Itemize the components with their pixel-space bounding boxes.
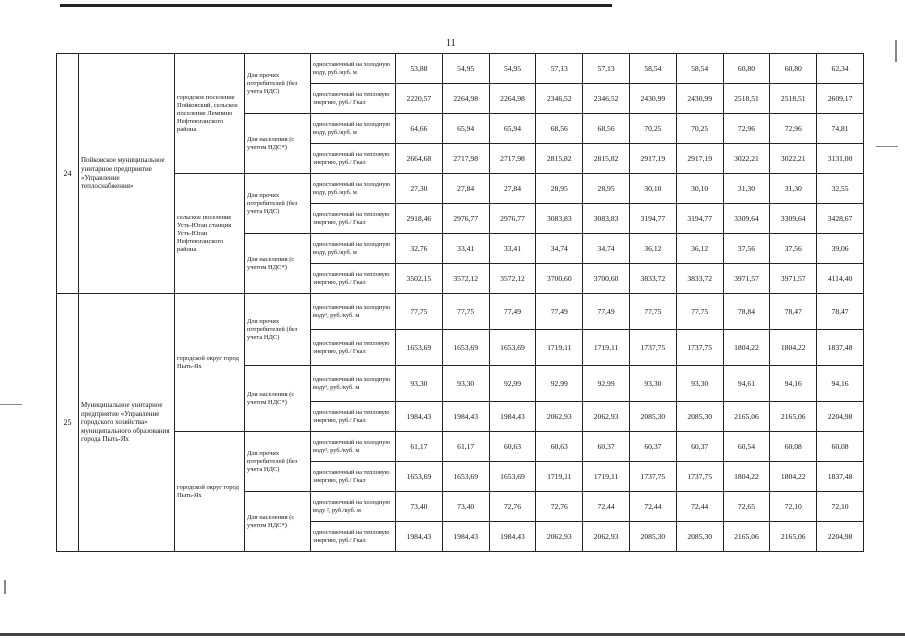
service-type: одноставочный на тепловую энергию, руб./ Гкал [311,84,396,114]
tariff-value: 3131,00 [817,144,864,174]
consumer-category: Для прочих потребителей (без учета НДС) [245,54,311,114]
tariff-value: 2085,30 [629,402,676,432]
consumer-category: Для прочих потребителей (без учета НДС) [245,294,311,366]
tariff-value: 3022,21 [770,144,817,174]
tariff-value: 1737,75 [676,330,723,366]
tariff-value: 2204,98 [817,402,864,432]
tariff-value: 2220,57 [396,84,443,114]
service-type: одноставочный на тепловую энергию, руб./ Гкал [311,330,396,366]
tariff-value: 92,99 [536,366,583,402]
tariff-value: 2518,51 [723,84,770,114]
tariff-value: 92,99 [489,366,536,402]
tariff-value: 73,40 [396,492,443,522]
territory-name: городское поселение Пойковский, сельское поселение Лемпино Нефтеюганского района [175,54,245,174]
tariff-value: 2430,99 [676,84,723,114]
tariff-value: 4114,40 [817,264,864,294]
tariff-value: 3971,57 [770,264,817,294]
tariff-value: 2717,98 [489,144,536,174]
table-row [57,294,864,330]
tariff-value: 93,30 [629,366,676,402]
tariff-value: 33,41 [442,234,489,264]
tariff-value: 61,17 [442,432,489,462]
tariff-value: 2346,52 [536,84,583,114]
tariff-value: 3194,77 [676,204,723,234]
tariff-value: 73,40 [442,492,489,522]
tariff-value: 27,84 [442,174,489,204]
tariff-value: 37,56 [770,234,817,264]
tariff-value: 94,61 [723,366,770,402]
tariff-value: 2717,98 [442,144,489,174]
territory-name: городской округ город Пыть-Ях [175,432,245,552]
tariff-value: 1837,48 [817,330,864,366]
tariff-value: 2976,77 [442,204,489,234]
page-number: 11 [446,38,456,49]
tariff-value: 57,13 [536,54,583,84]
tariff-value: 72,96 [770,114,817,144]
service-type: одноставочный на тепловую энергию, руб./ Гкал [311,402,396,432]
tariff-value: 62,34 [817,54,864,84]
territory-name: сельское поселение Усть-Юган станция Усть-Юган Нефтеюганского района [175,174,245,294]
tariff-value: 2085,30 [676,402,723,432]
tariff-value: 1737,75 [629,330,676,366]
tariff-value: 2346,52 [583,84,630,114]
tariff-value: 77,49 [536,294,583,330]
tariff-value: 27,84 [489,174,536,204]
tariff-value: 60,80 [770,54,817,84]
tariff-value: 2165,06 [770,402,817,432]
scan-edge-mark [4,580,6,594]
table-row [57,174,864,204]
tariff-value: 1984,43 [489,402,536,432]
tariff-value: 72,10 [817,492,864,522]
tariff-value: 2264,98 [442,84,489,114]
tariff-value: 65,94 [442,114,489,144]
tariff-value: 1804,22 [770,330,817,366]
tariff-value: 34,74 [536,234,583,264]
tariff-value: 57,13 [583,54,630,84]
tariff-value: 1653,69 [396,330,443,366]
tariff-value: 2976,77 [489,204,536,234]
tariff-value: 92,99 [583,366,630,402]
tariff-table [56,53,864,552]
tariff-value: 2430,99 [629,84,676,114]
tariff-value: 2518,51 [770,84,817,114]
tariff-value: 60,37 [676,432,723,462]
tariff-value: 33,41 [489,234,536,264]
table-row [57,54,864,84]
row-number: 25 [57,294,79,552]
tariff-value: 2917,19 [676,144,723,174]
service-type: одноставочный на холодную воду¹, руб./куб. м [311,366,396,402]
bottom-border-line [0,633,905,636]
tariff-value: 60,63 [489,432,536,462]
tariff-value: 1653,69 [442,462,489,492]
tariff-value: 58,54 [676,54,723,84]
tariff-value: 94,16 [770,366,817,402]
tariff-value: 2609,17 [817,84,864,114]
tariff-value: 72,76 [536,492,583,522]
tariff-value: 54,95 [489,54,536,84]
service-type: одноставочный на холодную воду², руб./куб. м [311,432,396,462]
tariff-value: 77,49 [489,294,536,330]
tariff-value: 1737,75 [629,462,676,492]
tariff-value: 77,75 [396,294,443,330]
tariff-value: 93,30 [442,366,489,402]
tariff-value: 30,10 [676,174,723,204]
service-type: одноставочный на холодную воду ², руб./куб. м [311,492,396,522]
service-type: одноставочный на тепловую энергию, руб./ Гкал [311,144,396,174]
service-type: одноставочный на тепловую энергию, руб./ Гкал [311,204,396,234]
tariff-value: 1804,22 [770,462,817,492]
tariff-value: 2165,06 [723,402,770,432]
service-type: одноставочный на холодную воду, руб./куб. м [311,234,396,264]
tariff-value: 2264,98 [489,84,536,114]
tariff-value: 68,56 [583,114,630,144]
tariff-value: 3502,15 [396,264,443,294]
tariff-value: 28,95 [536,174,583,204]
tariff-value: 64,66 [396,114,443,144]
tariff-value: 2204,98 [817,522,864,552]
consumer-category: Для прочих потребителей (без учета НДС) [245,174,311,234]
tariff-value: 72,76 [489,492,536,522]
top-border-line [60,4,612,7]
tariff-value: 78,47 [770,294,817,330]
tariff-value: 77,49 [583,294,630,330]
table-row [57,432,864,462]
tariff-value: 72,10 [770,492,817,522]
tariff-value: 1719,11 [536,462,583,492]
tariff-value: 3572,12 [442,264,489,294]
service-type: одноставочный на холодную воду, руб./куб. м [311,174,396,204]
tariff-value: 3833,72 [676,264,723,294]
tariff-value: 93,30 [676,366,723,402]
tariff-value: 77,75 [676,294,723,330]
row-number: 24 [57,54,79,294]
tariff-value: 3700,60 [583,264,630,294]
tariff-value: 1984,43 [396,522,443,552]
tariff-value: 68,56 [536,114,583,144]
tariff-value: 2062,93 [536,522,583,552]
tariff-value: 30,10 [629,174,676,204]
tariff-value: 2918,46 [396,204,443,234]
tariff-value: 1653,69 [489,462,536,492]
tariff-value: 93,30 [396,366,443,402]
tariff-value: 1719,11 [536,330,583,366]
tariff-value: 1719,11 [583,462,630,492]
service-type: одноставочный на тепловую энергию, руб./ Гкал [311,264,396,294]
service-type: одноставочный на тепловую энергию, руб./ Гкал [311,522,396,552]
tariff-value: 2165,06 [770,522,817,552]
organization-name: Пойковское муниципальное унитарное предприятие «Управление теплоснабжения» [79,54,175,294]
tariff-value: 31,30 [723,174,770,204]
tariff-value: 77,75 [629,294,676,330]
tariff-value: 3194,77 [629,204,676,234]
tariff-value: 72,44 [583,492,630,522]
tariff-value: 39,06 [817,234,864,264]
tariff-value: 3971,57 [723,264,770,294]
tariff-value: 60,08 [817,432,864,462]
tariff-value: 58,54 [629,54,676,84]
tariff-value: 1719,11 [583,330,630,366]
tariff-value: 2917,19 [629,144,676,174]
tariff-value: 32,76 [396,234,443,264]
tariff-value: 72,96 [723,114,770,144]
territory-name: городской округ город Пыть-Ях [175,294,245,432]
consumer-category: Для прочих потребителей (без учета НДС) [245,432,311,492]
tariff-value: 36,12 [676,234,723,264]
consumer-category: Для населения (с учетом НДС*) [245,492,311,552]
scan-edge-mark [876,146,898,147]
tariff-value: 72,65 [723,492,770,522]
tariff-value: 2062,93 [583,522,630,552]
tariff-value: 2165,06 [723,522,770,552]
tariff-value: 1984,43 [489,522,536,552]
tariff-value: 3309,64 [723,204,770,234]
tariff-value: 3022,21 [723,144,770,174]
tariff-value: 1653,69 [442,330,489,366]
service-type: одноставочный на холодную воду¹, руб./куб. м [311,294,396,330]
tariff-value: 1737,75 [676,462,723,492]
tariff-value: 2062,93 [583,402,630,432]
tariff-value: 2062,93 [536,402,583,432]
scan-edge-mark [0,404,22,405]
tariff-value: 31,30 [770,174,817,204]
service-type: одноставочный на холодную воду, руб./куб. м [311,54,396,84]
tariff-value: 61,17 [396,432,443,462]
tariff-value: 60,37 [629,432,676,462]
tariff-value: 3428,67 [817,204,864,234]
tariff-value: 2085,30 [676,522,723,552]
tariff-value: 60,54 [723,432,770,462]
consumer-category: Для населения (с учетом НДС*) [245,114,311,174]
tariff-value: 60,08 [770,432,817,462]
tariff-value: 60,37 [583,432,630,462]
tariff-value: 2815,82 [536,144,583,174]
tariff-value: 1984,43 [396,402,443,432]
tariff-value: 65,94 [489,114,536,144]
tariff-value: 54,95 [442,54,489,84]
tariff-value: 60,63 [536,432,583,462]
tariff-value: 37,56 [723,234,770,264]
tariff-value: 3700,60 [536,264,583,294]
tariff-value: 72,44 [676,492,723,522]
tariff-value: 32,55 [817,174,864,204]
service-type: одноставочный на холодную воду, руб./куб. м [311,114,396,144]
consumer-category: Для населения (с учетом НДС*) [245,366,311,432]
tariff-value: 36,12 [629,234,676,264]
tariff-value: 1653,69 [396,462,443,492]
tariff-value: 28,95 [583,174,630,204]
tariff-value: 72,44 [629,492,676,522]
tariff-value: 2664,68 [396,144,443,174]
tariff-value: 3833,72 [629,264,676,294]
tariff-value: 3083,83 [536,204,583,234]
service-type: одноставочный на тепловую энергию, руб./ Гкал [311,462,396,492]
tariff-value: 78,47 [817,294,864,330]
tariff-value: 1984,43 [442,402,489,432]
scan-edge-mark [895,40,897,62]
organization-name: Муниципальное унитарное предприятие «Управление городского хозяйства» муниципального образования города Пыть-Ях [79,294,175,552]
tariff-value: 1804,22 [723,330,770,366]
tariff-value: 2085,30 [629,522,676,552]
tariff-value: 1984,43 [442,522,489,552]
tariff-value: 70,25 [676,114,723,144]
tariff-value: 3572,12 [489,264,536,294]
tariff-value: 34,74 [583,234,630,264]
tariff-value: 94,16 [817,366,864,402]
tariff-value: 70,25 [629,114,676,144]
tariff-value: 2815,82 [583,144,630,174]
tariff-value: 1837,48 [817,462,864,492]
tariff-value: 1653,69 [489,330,536,366]
tariff-value: 74,81 [817,114,864,144]
tariff-value: 60,80 [723,54,770,84]
tariff-value: 77,75 [442,294,489,330]
tariff-value: 27,30 [396,174,443,204]
tariff-value: 3083,83 [583,204,630,234]
consumer-category: Для населения (с учетом НДС*) [245,234,311,294]
tariff-value: 53,88 [396,54,443,84]
tariff-value: 78,84 [723,294,770,330]
tariff-value: 1804,22 [723,462,770,492]
tariff-value: 3309,64 [770,204,817,234]
